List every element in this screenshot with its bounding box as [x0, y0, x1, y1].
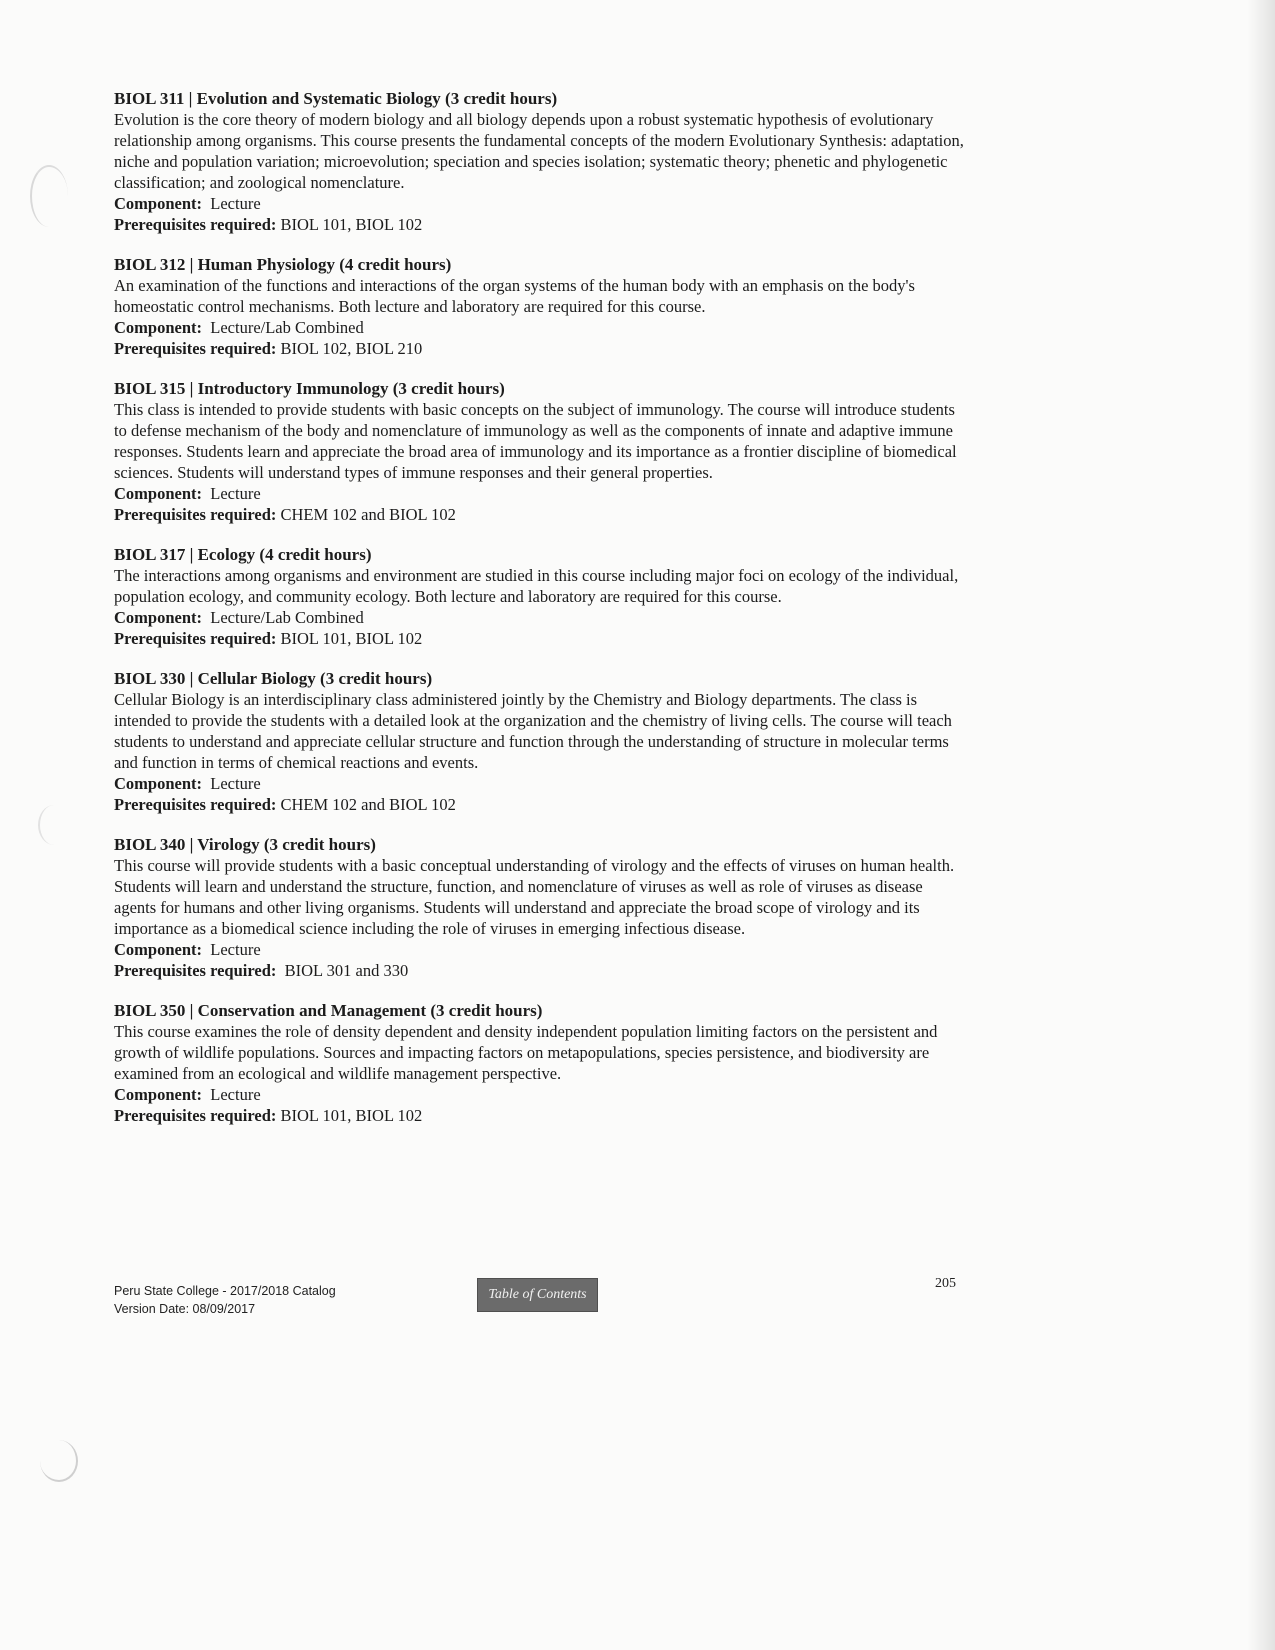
course-title: BIOL 350 | Conservation and Management (3 credit hours)	[114, 1001, 543, 1020]
course-list	[114, 88, 964, 1145]
course-title: BIOL 340 | Virology (3 credit hours)	[114, 835, 376, 854]
component-line	[114, 1084, 964, 1105]
prerequisites-value: BIOL 102, BIOL 210	[280, 339, 423, 358]
course-description: The interactions among organisms and environment are studied in this course including major foci on ecology of the individual, population ecology, and community ecology. Both lecture and laboratory are required for this course.	[114, 566, 959, 606]
course-description: Evolution is the core theory of modern biology and all biology depends upon a robust systematic hypothesis of evolutionary relationship among organisms. This course presents the fundamental concepts of the modern Evolutionary Synthesis: adaptation, niche and population variation; microevolution; speciation and species isolation; systematic theory; phenetic and phylogenetic classification; and zoological nomenclature.	[114, 110, 964, 192]
component-label: Component:	[114, 608, 203, 627]
component-value: Lecture	[210, 484, 261, 503]
page-edge-shadow	[1247, 0, 1275, 1650]
course-title: BIOL 312 | Human Physiology (4 credit hours)	[114, 255, 452, 274]
component-value: Lecture	[210, 774, 261, 793]
component-value: Lecture/Lab Combined	[210, 318, 364, 337]
prerequisites-line	[114, 960, 964, 981]
course-entry-biol-340	[114, 834, 964, 981]
course-title: BIOL 317 | Ecology (4 credit hours)	[114, 545, 372, 564]
component-line	[114, 483, 964, 504]
prerequisites-value: BIOL 101, BIOL 102	[280, 215, 423, 234]
component-line	[114, 193, 964, 214]
page-footer	[114, 1282, 336, 1318]
component-value: Lecture	[210, 1085, 261, 1104]
prerequisites-label: Prerequisites required:	[114, 339, 277, 358]
component-line	[114, 773, 964, 794]
version-date: Version Date: 08/09/2017	[114, 1302, 256, 1316]
component-label: Component:	[114, 1085, 203, 1104]
prerequisites-line	[114, 214, 964, 235]
catalog-name: Peru State College - 2017/2018 Catalog	[114, 1284, 336, 1298]
component-value: Lecture	[210, 194, 261, 213]
prerequisites-label: Prerequisites required:	[114, 1106, 277, 1125]
page-number: 205	[935, 1276, 956, 1291]
component-line	[114, 607, 964, 628]
course-description: This class is intended to provide students with basic concepts on the subject of immunology. The course will introduce students to defense mechanism of the body and nomenclature of immunology as well as the components of innate and adaptive immune responses. Students learn and appreciate the broad area of immunology and its importance as a frontier discipline of biomedical sciences. Students will understand types of immune responses and their general properties.	[114, 400, 957, 482]
prerequisites-line	[114, 1105, 964, 1126]
prerequisites-value: CHEM 102 and BIOL 102	[280, 795, 456, 814]
component-label: Component:	[114, 940, 203, 959]
course-entry-biol-350	[114, 1000, 964, 1126]
component-label: Component:	[114, 194, 203, 213]
prerequisites-value: CHEM 102 and BIOL 102	[280, 505, 456, 524]
prerequisites-line	[114, 628, 964, 649]
prerequisites-line	[114, 338, 964, 359]
course-description: Cellular Biology is an interdisciplinary class administered jointly by the Chemistry and Biology departments. The class is intended to provide the students with a detailed look at the organization and the chemistry of living cells. The course will teach students to understand and appreciate cellular structure and function through the understanding of structure in molecular terms and function in terms of chemical reactions and events.	[114, 690, 952, 772]
course-title: BIOL 330 | Cellular Biology (3 credit hours)	[114, 669, 433, 688]
binder-hole-mark	[38, 805, 70, 845]
course-description: This course examines the role of density dependent and density independent population limiting factors on the persistent and growth of wildlife populations. Sources and impacting factors on metapopulations, species persistence, and biodiversity are examined from an ecological and wildlife management perspective.	[114, 1022, 938, 1083]
prerequisites-line	[114, 794, 964, 815]
prerequisites-label: Prerequisites required:	[114, 505, 277, 524]
prerequisites-value: BIOL 101, BIOL 102	[280, 1106, 423, 1125]
course-title: BIOL 311 | Evolution and Systematic Biology (3 credit hours)	[114, 89, 558, 108]
prerequisites-label: Prerequisites required:	[114, 795, 277, 814]
component-value: Lecture	[210, 940, 261, 959]
component-value: Lecture/Lab Combined	[210, 608, 364, 627]
component-label: Component:	[114, 774, 203, 793]
course-entry-biol-315	[114, 378, 964, 525]
prerequisites-value: BIOL 301 and 330	[284, 961, 409, 980]
course-description: An examination of the functions and interactions of the organ systems of the human body with an emphasis on the body's homeostatic control mechanisms. Both lecture and laboratory are required for this course.	[114, 276, 915, 316]
prerequisites-label: Prerequisites required:	[114, 961, 277, 980]
prerequisites-line	[114, 504, 964, 525]
prerequisites-label: Prerequisites required:	[114, 215, 277, 234]
prerequisites-label: Prerequisites required:	[114, 629, 277, 648]
course-entry-biol-312	[114, 254, 964, 359]
course-entry-biol-317	[114, 544, 964, 649]
course-description: This course will provide students with a basic conceptual understanding of virology and the effects of viruses on human health. Students will learn and understand the structure, function, and nomenclature of viruses as well as role of viruses as disease agents for humans and other living organisms. Students will understand and appreciate the broad scope of virology and its importance as a biomedical science including the role of viruses in emerging infectious disease.	[114, 856, 955, 938]
course-entry-biol-330	[114, 668, 964, 815]
course-title: BIOL 315 | Introductory Immunology (3 credit hours)	[114, 379, 505, 398]
component-line	[114, 939, 964, 960]
table-of-contents-button[interactable]: Table of Contents	[477, 1278, 598, 1312]
component-label: Component:	[114, 484, 203, 503]
course-entry-biol-311	[114, 88, 964, 235]
component-line	[114, 317, 964, 338]
binder-hole-mark	[30, 165, 68, 227]
prerequisites-value: BIOL 101, BIOL 102	[280, 629, 423, 648]
component-label: Component:	[114, 318, 203, 337]
binder-hole-mark	[40, 1440, 78, 1482]
